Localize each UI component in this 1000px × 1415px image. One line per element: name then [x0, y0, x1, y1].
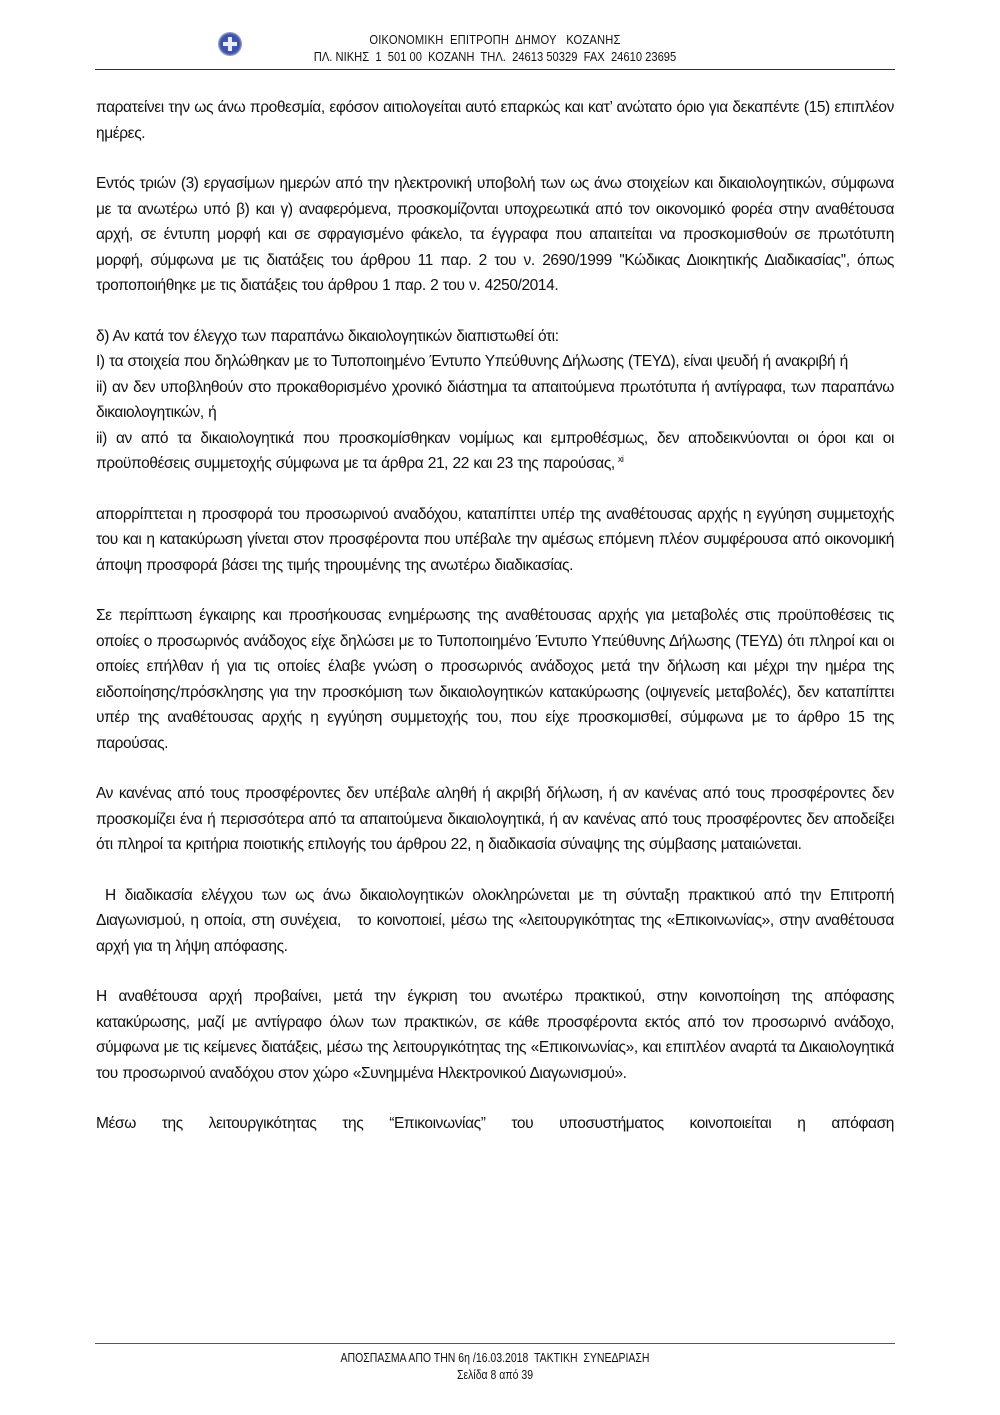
- paragraph-procedure-cancellation: Αν κανένας από τους προσφέροντες δεν υπέβαλε αληθή ή ακριβή δήλωση, ή αν κανένας από τους προσφέροντες δεν προσκομίζει ένα ή περισσότερα από τα απαιτούμενα δικαιολογητικά, ή αν κανένας από τους προσφέροντες δεν αποδείξει ότι πληροί τα κριτήρια ποιοτικής επιλογής του άρθρου 22, η διαδικασία σύναψης της σύμβασης ματαιώνεται.: [96, 785, 894, 853]
- paragraph-item-ii-a: ii) αν δεν υποβληθούν στο προκαθορισμένο χρονικό διάστημα τα απαιτούμενα πρωτότυπα ή αντίγραφα, των παραπάνω δικαιολογητικών, ή: [96, 378, 894, 421]
- paragraph-timely-notification: Σε περίπτωση έγκαιρης και προσήκουσας ενημέρωσης της αναθέτουσας αρχής για μεταβολές στις προϋποθέσεις τις οποίες ο προσωρινός ανάδοχος είχε δηλώσει με το Τυποποιημένο Έντυπο Υπεύθυνης Δήλωσης (ΤΕΥΔ) ότι πληροί και οι οποίες επήλθαν ή για τις οποίες έλαβε γνώση ο προσωρινός ανάδοχος μετά την δήλωση και μέχρι την ημέρα της ειδοποίησης/πρόσκλησης για την προσκόμιση των δικαιολογητικών κατακύρωσης (οψιγενείς μεταβολές), δεν καταπίπτει υπέρ της αναθέτουσας αρχής η εγγύηση συμμετοχής του, που είχε προσκομισθεί, σύμφωνα με το άρθρο 15 της παρούσας.: [96, 607, 894, 752]
- page-header: [95, 0, 895, 70]
- paragraph-offer-rejection: απορρίπτεται η προσφορά του προσωρινού αναδόχου, καταπίπτει υπέρ της αναθέτουσας αρχής η εγγύηση συμμετοχής του και η κατακύρωση γίνεται στον προσφέροντα που υπέβαλε την αμέσως επόμενη πλέον συμφέρουσα από οικονομική άποψη προσφορά βάσει της τιμής τηρουμένης της ανωτέρω διαδικασίας.: [96, 505, 894, 574]
- header-title: ΟΙΚΟΝΟΜΙΚΗ ΕΠΙΤΡΟΠΗ ΔΗΜΟΥ ΚΟΖΑΝΗΣ: [369, 32, 621, 47]
- header-divider: [95, 69, 895, 70]
- header-address: ΠΛ. ΝΙΚΗΣ 1 501 00 ΚΟΖΑΝΗ ΤΗΛ. 24613 50329 FAX 24610 23695: [313, 49, 677, 64]
- paragraph-item-i: Ι) τα στοιχεία που δηλώθηκαν με το Τυποποιημένο Έντυπο Υπεύθυνης Δήλωσης (ΤΕΥΔ), είναι ψευδή ή ανακριβή ή: [96, 353, 848, 370]
- paragraph-deadline-extension: παρατείνει την ως άνω προθεσμία, εφόσον αιτιολογείται αυτό επαρκώς και κατ’ ανώτατο όριο για δεκαπέντε (15) επιπλέον ημέρες.: [96, 99, 894, 142]
- footer-page-number: Σελίδα 8 από 39: [456, 1368, 534, 1382]
- paragraph-review-completion: Η διαδικασία ελέγχου των ως άνω δικαιολογητικών ολοκληρώνεται με τη σύνταξη πρακτικού από την Επιτροπή Διαγωνισμού, η οποία, στη συνέχεια, το κοινοποιεί, μέσω της «λειτουργικότητας της «Επικοινωνίας», στην αναθέτουσα αρχή για τη λήψη απόφασης.: [96, 886, 899, 955]
- paragraph-submission-originals: Εντός τριών (3) εργασίμων ημερών από την ηλεκτρονική υποβολή των ως άνω στοιχείων και δικαιολογητικών, σύμφωνα με τα ανωτέρω υπό β) και γ) αναφερόμενα, προσκομίζονται υποχρεωτικά από τον οικονομικό φορέα στην αναθέτουσα αρχή, σε έντυπη μορφή και σε σφραγισμένο φάκελο, τα έγγραφα που απαιτείται να προσκομισθούν σε πρωτότυπη μορφή, σύμφωνα με τις διατάξεις του άρθρου 11 παρ. 2 του ν. 2690/1999 ''Κώδικας Διοικητικής Διαδικασίας'', όπως τροποποιήθηκε με τις διατάξεις του άρθρου 1 παρ. 2 του ν. 4250/2014.: [96, 175, 894, 294]
- footer-session-info: ΑΠΟΣΠΑΣΜΑ ΑΠΟ ΤΗΝ 6η /16.03.2018 ΤΑΚΤΙΚΗ ΣΥΝΕΔΡΙΑΣΗ: [340, 1351, 650, 1365]
- footer-divider: [95, 1343, 895, 1344]
- document-body: [96, 95, 899, 1137]
- paragraph-item-ii-b-text: ii) αν από τα δικαιολογητικά που προσκομίσθηκαν νομίμως και εμπροθέσμως, δεν αποδεικνύονται οι όροι και οι προϋποθέσεις συμμετοχής σύμφωνα με τα άρθρα 21, 22 και 23 της παρούσας,: [96, 429, 894, 472]
- footnote-reference[interactable]: xi: [617, 453, 624, 464]
- paragraph-communication-decision: Μέσω της λειτουργικότητας της “Επικοινωνίας” του υποσυστήματος κοινοποιείται η απόφαση: [96, 1115, 894, 1132]
- paragraph-item-d-intro: δ) Αν κατά τον έλεγχο των παραπάνω δικαιολογητικών διαπιστωθεί ότι:: [96, 327, 559, 345]
- paragraph-award-notification: Η αναθέτουσα αρχή προβαίνει, μετά την έγκριση του ανωτέρω πρακτικού, στην κοινοποίηση της απόφασης κατακύρωσης, μαζί με αντίγραφο όλων των πρακτικών, σε κάθε προσφέροντα εκτός από τον προσωρινό ανάδοχο, σύμφωνα με τις κείμενες διατάξεις, μέσω της λειτουργικότητας της «Επικοινωνίας», και επιπλέον αναρτά τα Δικαιολογητικά του προσωρινού αναδόχου στον χώρο «Συνημμένα Ηλεκτρονικού Διαγωνισμού».: [96, 988, 894, 1082]
- paragraph-item-ii-b: [96, 426, 894, 477]
